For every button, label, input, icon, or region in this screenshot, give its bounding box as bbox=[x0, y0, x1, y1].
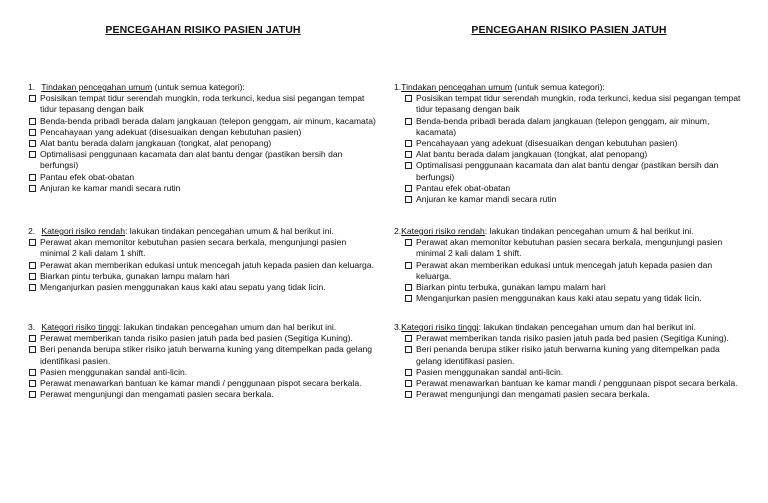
checklist-item bbox=[28, 389, 378, 400]
item-text: Optimalisasi penggunaan kacamata dan alat bantu dengar (pastikan bersih dan berfungsi) bbox=[416, 160, 719, 182]
checkbox-icon bbox=[29, 129, 36, 136]
section-description: : lakukan tindakan pencegahan umum dan hal berikut ini. bbox=[118, 322, 337, 332]
item-text: Pencahayaan yang adekuat (disesuaikan dengan kebutuhan pasien) bbox=[416, 138, 678, 149]
checkbox-icon bbox=[405, 196, 412, 203]
checklist-item bbox=[28, 138, 378, 149]
item-text: Menganjurkan pasien menggunakan kaus kaki atau sepatu yang tidak licin. bbox=[416, 293, 702, 304]
section-heading bbox=[394, 226, 744, 237]
checkbox-icon bbox=[405, 295, 412, 302]
checkbox-icon bbox=[29, 140, 36, 147]
checklist-item bbox=[394, 344, 744, 366]
section-category: Kategori risiko rendah bbox=[401, 226, 485, 236]
checkbox-icon bbox=[29, 95, 36, 102]
section-low-risk bbox=[28, 226, 378, 293]
checklist-item bbox=[28, 282, 378, 293]
checkbox-icon bbox=[29, 174, 36, 181]
item-text: Alat bantu berada dalam jangkauan (tongkat, alat penopang) bbox=[416, 149, 648, 160]
checkbox-icon bbox=[405, 162, 412, 169]
checkbox-icon bbox=[29, 239, 36, 246]
checklist-item bbox=[28, 237, 378, 259]
section-number: 2. bbox=[28, 226, 36, 236]
checklist-item bbox=[28, 93, 378, 115]
section-heading bbox=[28, 322, 378, 333]
item-text: Beri penanda berupa stiker risiko jatuh berwarna kuning yang ditempelkan pada gelang identifikasi pasien. bbox=[40, 344, 373, 366]
checkbox-icon bbox=[29, 380, 36, 387]
checkbox-icon bbox=[405, 346, 412, 353]
section-number: 3. bbox=[28, 322, 36, 332]
section-category: Kategori risiko rendah bbox=[41, 226, 125, 236]
checkbox-icon bbox=[29, 151, 36, 158]
section-general-prevention bbox=[394, 82, 744, 205]
checkbox-icon bbox=[405, 140, 412, 147]
section-number: 2. bbox=[394, 226, 402, 236]
checklist-item bbox=[394, 149, 744, 160]
item-text: Anjuran ke kamar mandi secara rutin bbox=[40, 182, 181, 193]
checkbox-icon bbox=[29, 346, 36, 353]
item-text: Perawat menawarkan bantuan ke kamar mandi / penggunaan pispot secara berkala. bbox=[40, 378, 362, 389]
checklist-item bbox=[394, 138, 744, 149]
document-title: PENCEGAHAN RISIKO PASIEN JATUH bbox=[471, 24, 667, 36]
checklist-item bbox=[28, 344, 378, 366]
item-text: Perawat akan memberikan edukasi untuk mencegah jatuh kepada pasien dan keluarga. bbox=[40, 259, 374, 270]
item-text: Pantau efek obat-obatan bbox=[416, 182, 511, 193]
checklist-item bbox=[28, 127, 378, 138]
section-description: (untuk semua kategori): bbox=[512, 82, 605, 92]
section-description: : lakukan tindakan pencegahan umum dan hal berikut ini. bbox=[478, 322, 696, 332]
checklist-item bbox=[394, 194, 744, 205]
section-description: (untuk semua kategori): bbox=[152, 82, 245, 92]
checkbox-icon bbox=[405, 185, 412, 192]
item-text: Anjuran ke kamar mandi secara rutin bbox=[416, 194, 557, 205]
checkbox-icon bbox=[405, 335, 412, 342]
item-text: Beri penanda berupa stiker risiko jatuh berwarna kuning yang ditempelkan pada gelang identifikasi pasien. bbox=[416, 344, 720, 366]
checklist-item bbox=[394, 333, 744, 344]
section-number: 1. bbox=[394, 82, 402, 92]
section-number: 3. bbox=[394, 322, 402, 332]
checklist-item bbox=[394, 282, 744, 293]
checkbox-icon bbox=[405, 118, 412, 125]
item-text: Benda-benda pribadi berada dalam jangkauan (telepon genggam, air minum, kacamata) bbox=[40, 115, 376, 126]
section-high-risk bbox=[28, 322, 378, 400]
checkbox-icon bbox=[405, 284, 412, 291]
section-category: Kategori risiko tinggi bbox=[401, 322, 479, 332]
checkbox-icon bbox=[29, 369, 36, 376]
section-heading bbox=[394, 82, 744, 93]
checkbox-icon bbox=[405, 391, 412, 398]
item-text: Perawat akan memonitor kebutuhan pasien secara berkala, mengunjungi pasien minimal 2 kali dalam 1 shift. bbox=[416, 237, 723, 259]
checklist-item bbox=[394, 293, 744, 304]
checklist-item bbox=[394, 367, 744, 378]
document-title: PENCEGAHAN RISIKO PASIEN JATUH bbox=[105, 24, 301, 36]
item-text: Pasien menggunakan sandal anti-licin. bbox=[40, 366, 188, 377]
item-text: Perawat memberikan tanda risiko pasien jatuh pada bed pasien (Segitiga Kuning). bbox=[416, 333, 729, 344]
section-category: Kategori risiko tinggi bbox=[41, 322, 119, 332]
item-text: Biarkan pintu terbuka, gunakan lampu malam hari bbox=[40, 270, 230, 281]
checkbox-icon bbox=[405, 239, 412, 246]
checkbox-icon bbox=[29, 335, 36, 342]
item-text: Posisikan tempat tidur serendah mungkin, roda terkunci, kedua sisi pegangan tempat tidur tepasang dengan baik bbox=[416, 93, 741, 115]
item-text: Pantau efek obat-obatan bbox=[40, 171, 135, 182]
checklist-item bbox=[394, 116, 744, 138]
checklist-item bbox=[394, 237, 744, 259]
checkbox-icon bbox=[405, 95, 412, 102]
item-text: Perawat mengunjungi dan mengamati pasien secara berkala. bbox=[40, 389, 274, 400]
item-text: Benda-benda pribadi berada dalam jangkauan (telepon genggam, air minum, kacamata) bbox=[416, 115, 710, 137]
checklist-item bbox=[28, 271, 378, 282]
checklist-item bbox=[394, 378, 744, 389]
item-text: Menganjurkan pasien menggunakan kaus kaki atau sepatu yang tidak licin. bbox=[40, 282, 326, 293]
checkbox-icon bbox=[29, 185, 36, 192]
section-category: Tindakan pencegahan umum bbox=[401, 82, 513, 92]
section-high-risk bbox=[394, 322, 744, 400]
section-heading bbox=[28, 226, 378, 237]
checkbox-icon bbox=[405, 369, 412, 376]
checklist-item bbox=[28, 378, 378, 389]
item-text: Perawat memberikan tanda risiko pasien jatuh pada bed pasien (Segitiga Kuning). bbox=[40, 333, 353, 344]
section-description: : lakukan tindakan pencegahan umum & hal berikut ini. bbox=[125, 226, 334, 236]
checklist-item bbox=[28, 333, 378, 344]
section-low-risk bbox=[394, 226, 744, 304]
checkbox-icon bbox=[29, 391, 36, 398]
section-general-prevention bbox=[28, 82, 378, 194]
checklist-item bbox=[28, 172, 378, 183]
section-heading bbox=[394, 322, 744, 333]
checklist-item bbox=[28, 367, 378, 378]
checkbox-icon bbox=[405, 380, 412, 387]
checkbox-icon bbox=[29, 118, 36, 125]
checkbox-icon bbox=[405, 262, 412, 269]
item-text: Pasien menggunakan sandal anti-licin. bbox=[416, 366, 564, 377]
checklist-item bbox=[28, 183, 378, 194]
checkbox-icon bbox=[29, 273, 36, 280]
checklist-item bbox=[28, 116, 378, 127]
checkbox-icon bbox=[29, 284, 36, 291]
section-category: Tindakan pencegahan umum bbox=[41, 82, 153, 92]
checklist-item bbox=[28, 260, 378, 271]
checklist-item bbox=[394, 389, 744, 400]
checklist-item bbox=[394, 183, 744, 194]
item-text: Perawat akan memberikan edukasi untuk mencegah jatuh kepada pasien dan keluarga. bbox=[416, 259, 713, 281]
section-description: : lakukan tindakan pencegahan umum & hal berikut ini. bbox=[484, 226, 694, 236]
checkbox-icon bbox=[29, 262, 36, 269]
item-text: Posisikan tempat tidur serendah mungkin, roda terkunci, kedua sisi pegangan tempat tidur tepasang dengan baik bbox=[40, 93, 365, 115]
item-text: Perawat mengunjungi dan mengamati pasien secara berkala. bbox=[416, 389, 650, 400]
checklist-item bbox=[28, 149, 378, 171]
item-text: Optimalisasi penggunaan kacamata dan alat bantu dengar (pastikan bersih dan berfungsi) bbox=[40, 149, 343, 171]
checklist-item bbox=[394, 160, 744, 182]
section-number: 1. bbox=[28, 82, 36, 92]
checklist-item bbox=[394, 260, 744, 282]
item-text: Biarkan pintu terbuka, gunakan lampu malam hari bbox=[416, 282, 606, 293]
item-text: Alat bantu berada dalam jangkauan (tongkat, alat penopang) bbox=[40, 138, 272, 149]
section-heading bbox=[28, 82, 378, 93]
checkbox-icon bbox=[405, 151, 412, 158]
checklist-item bbox=[394, 93, 744, 115]
item-text: Perawat akan memonitor kebutuhan pasien secara berkala, mengunjungi pasien minimal 2 kali dalam 1 shift. bbox=[40, 237, 347, 259]
item-text: Pencahayaan yang adekuat (disesuaikan dengan kebutuhan pasien) bbox=[40, 126, 302, 137]
item-text: Perawat menawarkan bantuan ke kamar mandi / penggunaan pispot secara berkala. bbox=[416, 378, 738, 389]
